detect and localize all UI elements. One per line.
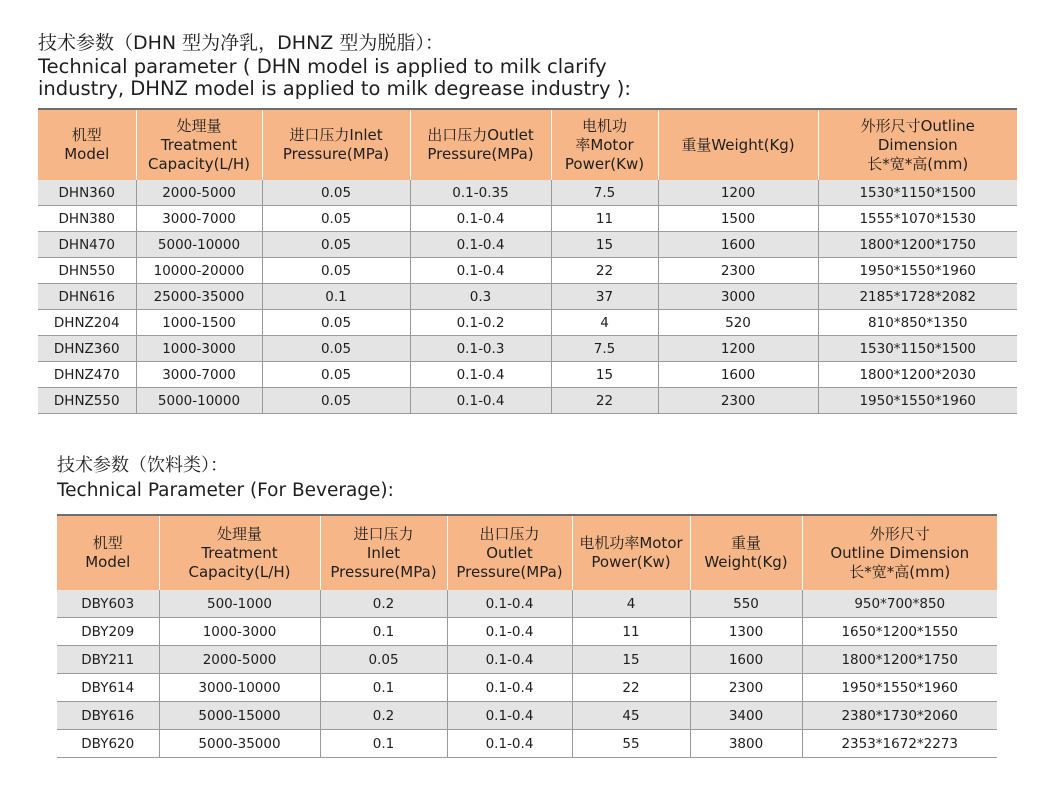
cell-weight: 1500 [658,206,818,232]
header-motor-power-line: Power(Kw) [591,553,671,571]
cell-motor-power: 11 [572,618,690,646]
cell-capacity: 5000-15000 [159,702,320,730]
header-inlet-pressure-line: 进口压力 [353,524,414,543]
cell-weight: 1600 [658,232,818,258]
header-inlet-pressure-line: Pressure(MPa) [330,562,437,581]
cell-motor-power: 22 [551,258,658,284]
header-model-line: 机型 [92,534,123,552]
cell-capacity: 3000-10000 [159,674,320,702]
cell-model: DHNZ360 [38,336,136,362]
cell-weight: 2300 [658,258,818,284]
header-model [38,109,136,180]
cell-model: DHNZ550 [38,388,136,414]
cell-outlet-pressure: 0.1-0.4 [447,590,572,618]
header-dimension-line: 外形尺寸 [869,524,930,543]
cell-capacity: 5000-10000 [136,388,262,414]
table-row [38,232,1017,258]
cell-model: DHNZ470 [38,362,136,388]
cell-model: DHN380 [38,206,136,232]
header-capacity-line: Capacity(L/H) [148,154,250,173]
cell-inlet-pressure: 0.1 [262,284,410,310]
cell-outlet-pressure: 0.1-0.4 [410,388,551,414]
header-dimension [818,109,1017,180]
cell-inlet-pressure: 0.05 [262,232,410,258]
cell-weight: 1600 [690,646,802,674]
table-row [38,206,1017,232]
cell-model: DHN360 [38,180,136,206]
cell-outlet-pressure: 0.1-0.4 [447,618,572,646]
cell-inlet-pressure: 0.05 [320,646,447,674]
cell-capacity: 500-1000 [159,590,320,618]
table-row [38,258,1017,284]
header-dimension-line: 长*宽*高(mm) [867,154,969,173]
cell-dimension: 950*700*850 [802,590,997,618]
header-dimension-line: Outline Dimension [830,543,970,562]
cell-dimension: 1800*1200*1750 [802,646,997,674]
cell-model: DBY211 [57,646,159,674]
table-row [57,590,997,618]
milk-separator-spec-table [38,108,1017,414]
cell-motor-power: 7.5 [551,336,658,362]
header-motor-power-line: 电机功 [581,116,627,135]
header-inlet-pressure-line: Pressure(MPa) [282,145,390,163]
cell-capacity: 1000-3000 [136,336,262,362]
table-row [57,618,997,646]
cell-model: DHN616 [38,284,136,310]
cell-outlet-pressure: 0.1-0.2 [410,310,551,336]
table-row [38,310,1017,336]
header-motor-power-line: 电机功率Motor [579,534,683,552]
cell-model: DBY603 [57,590,159,618]
cell-weight: 2300 [690,674,802,702]
header-weight-line: Weight(Kg) [704,553,788,571]
table-row [38,388,1017,414]
header-capacity-line: 处理量 [216,524,262,543]
cell-model: DBY614 [57,674,159,702]
cell-model: DBY616 [57,702,159,730]
cell-inlet-pressure: 0.1 [320,730,447,758]
cell-dimension: 810*850*1350 [818,310,1017,336]
cell-weight: 1200 [658,336,818,362]
cell-dimension: 1650*1200*1550 [802,618,997,646]
cell-inlet-pressure: 0.05 [262,388,410,414]
cell-weight: 520 [658,310,818,336]
cell-weight: 3800 [690,730,802,758]
header-capacity [136,109,262,180]
table-row [38,362,1017,388]
table-row [57,674,997,702]
cell-motor-power: 7.5 [551,180,658,206]
header-motor-power-line: Power(Kw) [564,154,645,173]
header-outlet-pressure-line: 出口压力 [479,524,540,543]
header-capacity-line: Treatment [201,543,278,562]
cell-inlet-pressure: 0.2 [320,590,447,618]
header-model [57,515,159,590]
section2-title-en: Technical Parameter (For Beverage): [57,480,394,501]
cell-outlet-pressure: 0.1-0.4 [410,206,551,232]
cell-capacity: 5000-10000 [136,232,262,258]
header-outlet-pressure [410,109,551,180]
cell-capacity: 25000-35000 [136,284,262,310]
cell-dimension: 1530*1150*1500 [818,180,1017,206]
cell-motor-power: 15 [572,646,690,674]
cell-model: DBY620 [57,730,159,758]
cell-weight: 3400 [690,702,802,730]
header-outlet-pressure-line: 出口压力Outlet [427,126,534,144]
cell-dimension: 1950*1550*1960 [818,388,1017,414]
cell-outlet-pressure: 0.1-0.35 [410,180,551,206]
cell-motor-power: 55 [572,730,690,758]
header-weight-line: 重量Weight(Kg) [681,135,795,154]
header-model-line: 机型 [71,126,102,144]
cell-outlet-pressure: 0.1-0.4 [447,702,572,730]
cell-motor-power: 4 [572,590,690,618]
table-row [38,284,1017,310]
cell-model: DHN550 [38,258,136,284]
header-motor-power-line: 率Motor [575,135,634,154]
header-inlet-pressure-line: 进口压力Inlet [289,126,383,144]
cell-outlet-pressure: 0.1-0.3 [410,336,551,362]
header-capacity-line: Treatment [160,135,238,154]
cell-dimension: 1950*1550*1960 [802,674,997,702]
cell-motor-power: 15 [551,362,658,388]
cell-outlet-pressure: 0.1-0.4 [447,646,572,674]
header-capacity [159,515,320,590]
header-outlet-pressure [447,515,572,590]
table-row [38,180,1017,206]
header-model-line: Model [85,553,131,571]
cell-outlet-pressure: 0.1-0.4 [410,362,551,388]
header-weight [658,109,818,180]
cell-motor-power: 22 [572,674,690,702]
cell-capacity: 10000-20000 [136,258,262,284]
cell-capacity: 3000-7000 [136,206,262,232]
cell-motor-power: 11 [551,206,658,232]
cell-outlet-pressure: 0.3 [410,284,551,310]
cell-model: DHNZ204 [38,310,136,336]
cell-capacity: 3000-7000 [136,362,262,388]
cell-weight: 550 [690,590,802,618]
section1-title-en [38,56,631,100]
header-inlet-pressure-line: Inlet [366,543,401,562]
header-capacity-line: 处理量 [176,116,222,135]
table-row [38,336,1017,362]
header-outlet-pressure-line: Pressure(MPa) [427,145,534,163]
header-outlet-pressure-line: Outlet [486,543,533,562]
header-dimension [802,515,997,590]
cell-capacity: 1000-3000 [159,618,320,646]
cell-inlet-pressure: 0.05 [262,336,410,362]
header-weight-line: 重量 [730,534,761,552]
cell-capacity: 5000-35000 [159,730,320,758]
cell-inlet-pressure: 0.1 [320,618,447,646]
header-model-line: Model [64,145,110,163]
cell-inlet-pressure: 0.2 [320,702,447,730]
cell-outlet-pressure: 0.1-0.4 [410,232,551,258]
cell-motor-power: 4 [551,310,658,336]
header-dimension-line: 外形尺寸Outline [860,116,975,135]
header-motor-power [551,109,658,180]
section1-title-cn: 技术参数（DHN 型为净乳，DHNZ 型为脱脂）： [38,32,444,54]
table-row [57,646,997,674]
cell-weight: 2300 [658,388,818,414]
cell-inlet-pressure: 0.05 [262,206,410,232]
cell-motor-power: 37 [551,284,658,310]
cell-motor-power: 15 [551,232,658,258]
cell-dimension: 1800*1200*2030 [818,362,1017,388]
section1-title-en-line2: industry, DHNZ model is applied to milk degrease industry ): [38,77,631,100]
cell-inlet-pressure: 0.05 [262,362,410,388]
cell-model: DBY209 [57,618,159,646]
section1-title-en-line1: Technical parameter ( DHN model is applied to milk clarify [38,55,607,78]
cell-weight: 1200 [658,180,818,206]
header-inlet-pressure [262,109,410,180]
cell-weight: 1300 [690,618,802,646]
cell-dimension: 2380*1730*2060 [802,702,997,730]
cell-motor-power: 22 [551,388,658,414]
cell-outlet-pressure: 0.1-0.4 [410,258,551,284]
header-weight [690,515,802,590]
cell-inlet-pressure: 0.05 [262,180,410,206]
cell-dimension: 1555*1070*1530 [818,206,1017,232]
cell-inlet-pressure: 0.1 [320,674,447,702]
header-inlet-pressure [320,515,447,590]
beverage-separator-spec-table [57,514,997,758]
header-outlet-pressure-line: Pressure(MPa) [456,562,563,581]
cell-dimension: 1800*1200*1750 [818,232,1017,258]
cell-capacity: 1000-1500 [136,310,262,336]
cell-motor-power: 45 [572,702,690,730]
cell-dimension: 2353*1672*2273 [802,730,997,758]
cell-capacity: 2000-5000 [136,180,262,206]
cell-model: DHN470 [38,232,136,258]
cell-dimension: 1950*1550*1960 [818,258,1017,284]
cell-outlet-pressure: 0.1-0.4 [447,730,572,758]
header-dimension-line: 长*宽*高(mm) [849,562,951,581]
cell-outlet-pressure: 0.1-0.4 [447,674,572,702]
cell-dimension: 2185*1728*2082 [818,284,1017,310]
cell-capacity: 2000-5000 [159,646,320,674]
header-motor-power [572,515,690,590]
table-row [57,702,997,730]
header-capacity-line: Capacity(L/H) [188,562,291,581]
cell-weight: 1600 [658,362,818,388]
section2-title-cn: 技术参数（饮料类）： [57,455,228,476]
cell-inlet-pressure: 0.05 [262,258,410,284]
cell-inlet-pressure: 0.05 [262,310,410,336]
table-row [57,730,997,758]
header-dimension-line: Dimension [877,135,958,154]
cell-weight: 3000 [658,284,818,310]
cell-dimension: 1530*1150*1500 [818,336,1017,362]
